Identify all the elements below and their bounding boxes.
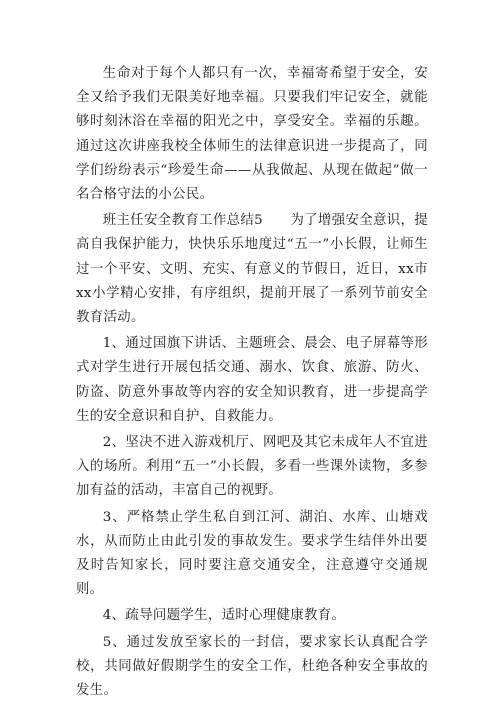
paragraph-summary-5-intro: 班主任安全教育工作总结5 为了增强安全意识，提高自我保护能力，快快乐乐地度过“五一”小长假，让师生过一个平安、文明、充实、有意义的节假日，近日，xx市xx小学精心安排，有序组织，提前开展了一系列节前安全教育活动。 bbox=[76, 213, 428, 326]
paragraph-item-3: 3、严格禁止学生私自到江河、湖泊、水库、山塘戏水，从而防止由此引发的事故发生。要求学生结伴外出要及时告知家长，同时要注意交通安全，注意遵守交通规则。 bbox=[76, 509, 428, 598]
paragraph-safety-happiness: 生命对于每个人都只有一次，幸福寄希望于安全，安全又给予我们无限美好地幸福。只要我们牢记安全，就能够时刻沐浴在幸福的阳光之中，享受安全。幸福的乐趣。通过这次讲座我校全体师生的法律意识进一步提高了，同学们纷纷表示“珍爱生命——从我做起、从现在做起”做一名合格守法的小公民。 bbox=[76, 66, 428, 203]
paragraph-item-5: 5、通过发放至家长的一封信，要求家长认真配合学校，共同做好假期学生的安全工作，杜绝各种安全事故的发生。 bbox=[76, 634, 428, 699]
paragraph-item-4: 4、疏导问题学生，适时心理健康教育。 bbox=[102, 608, 346, 624]
paragraph-item-2: 2、坚决不进入游戏机厅、网吧及其它未成年人不宜进入的场所。利用“五一”小长假，多看一些课外读物，多参加有益的活动，丰富自己的视野。 bbox=[76, 435, 428, 499]
paragraph-item-1: 1、通过国旗下讲话、主题班会、晨会、电子屏幕等形式对学生进行开展包括交通、溺水、饮食、旅游、防火、防盗、防意外事故等内容的安全知识教育，进一步提高学生的安全意识和自护、自救能力。 bbox=[76, 336, 428, 424]
document-body bbox=[76, 62, 428, 705]
